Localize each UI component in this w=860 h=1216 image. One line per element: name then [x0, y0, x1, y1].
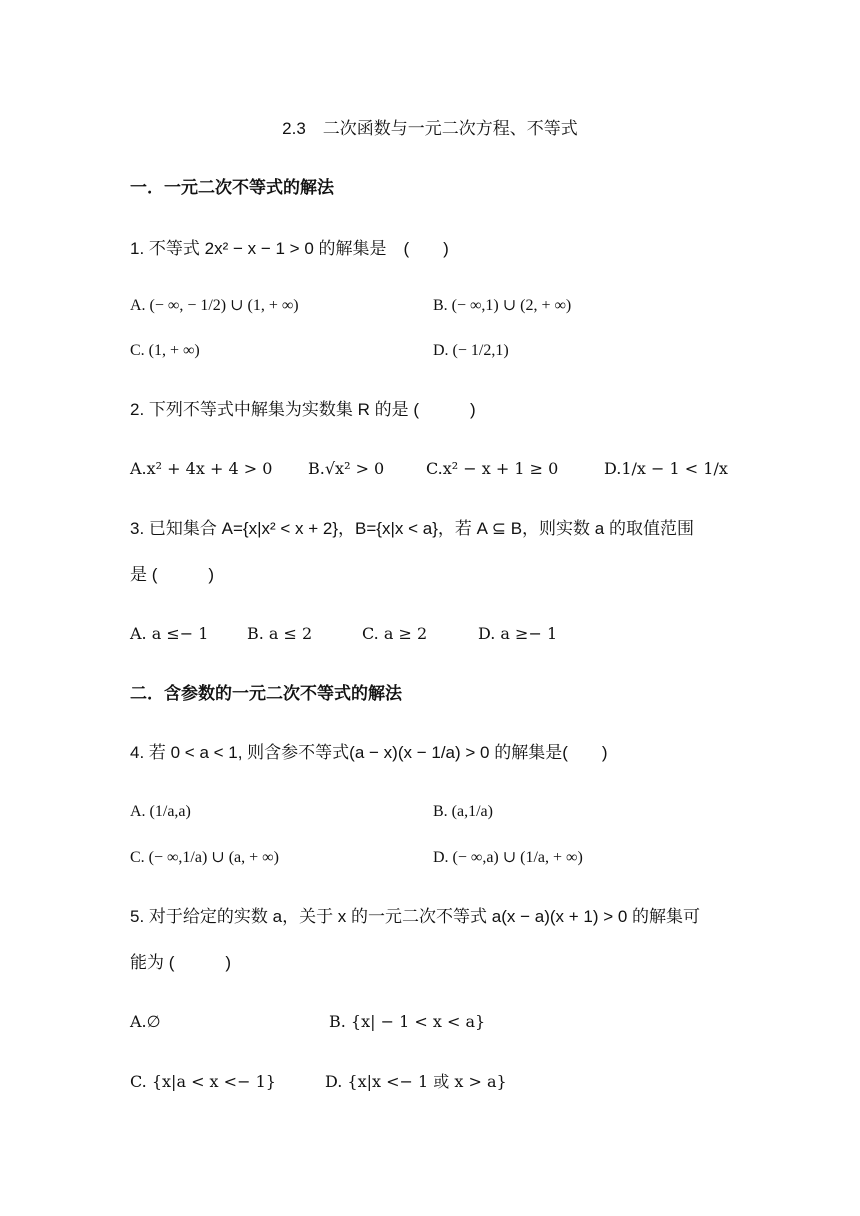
- question-4-option-a: A. (1/a,a): [130, 803, 191, 820]
- question-3-option-b: B. a ≤ 2: [247, 624, 313, 643]
- question-3-option-c: C. a ≥ 2: [362, 624, 428, 643]
- question-5-option-b: B. {x| − 1 < x < a}: [329, 1012, 486, 1031]
- question-3-option-a: A. a ≤− 1: [130, 624, 209, 643]
- question-5-stem-line-1: 5. 对于给定的实数 a，关于 x 的一元二次不等式 a(x − a)(x + 1) > 0 的解集可: [130, 907, 701, 926]
- question-4-option-b: B. (a,1/a): [433, 803, 493, 820]
- question-3-stem-line-2: 是 ( ): [130, 565, 215, 584]
- question-5-stem-line-2: 能为 ( ): [130, 953, 232, 972]
- question-4-option-c: C. (− ∞,1/a) ∪ (a, + ∞): [130, 849, 279, 866]
- question-1-stem: 1. 不等式 2x² − x − 1 > 0 的解集是 ( ): [130, 239, 449, 258]
- question-4-stem: 4. 若 0 < a < 1, 则含参不等式(a − x)(x − 1/a) > 0 的解集是( ): [130, 743, 608, 762]
- question-2-stem: 2. 下列不等式中解集为实数集 R 的是 ( ): [130, 400, 476, 419]
- question-3-stem-line-1: 3. 已知集合 A={x|x² < x + 2}，B={x|x < a}，若 A ⊆ B，则实数 a 的取值范围: [130, 519, 694, 538]
- question-1-option-a: A. (− ∞, − 1/2) ∪ (1, + ∞): [130, 297, 299, 314]
- page-title: 2.3 二次函数与一元二次方程、不等式: [282, 119, 578, 138]
- question-1-option-d: D. (− 1/2,1): [433, 342, 509, 359]
- question-1-option-c: C. (1, + ∞): [130, 342, 200, 359]
- question-2-option-c: C.x² − x + 1 ≥ 0: [426, 459, 559, 478]
- question-2-option-d: D.1/x − 1 < 1/x: [604, 459, 728, 478]
- question-5-option-d: D. {x|x <− 1 或 x > a}: [325, 1072, 507, 1091]
- question-5-option-c: C. {x|a < x <− 1}: [130, 1072, 276, 1091]
- question-4-option-d: D. (− ∞,a) ∪ (1/a, + ∞): [433, 849, 583, 866]
- question-2-option-b: B.√x² > 0: [308, 459, 385, 478]
- question-5-option-a: A.∅: [130, 1012, 161, 1031]
- section-heading-1: 一．一元二次不等式的解法: [130, 178, 334, 197]
- question-1-option-b: B. (− ∞,1) ∪ (2, + ∞): [433, 297, 572, 314]
- question-2-option-a: A.x² + 4x + 4 > 0: [130, 459, 273, 478]
- section-heading-2: 二．含参数的一元二次不等式的解法: [130, 684, 402, 703]
- question-3-option-d: D. a ≥− 1: [478, 624, 558, 643]
